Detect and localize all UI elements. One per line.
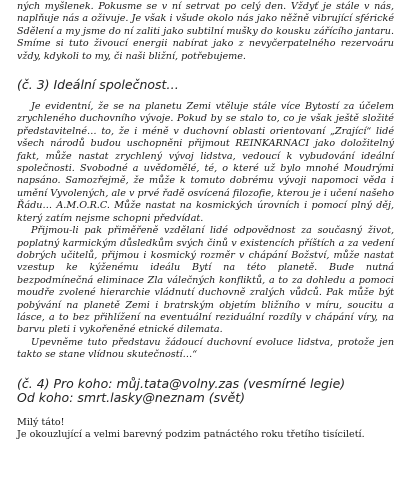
letter-body <box>17 417 394 442</box>
letter-greeting: Milý táto! <box>17 416 65 428</box>
section-3-paragraph-3: Upevněme tuto představu žádoucí duchovní evoluce lidstva, protože jen takto se stane vlídnou skutečností…“ <box>17 336 394 361</box>
section-4-title-from: Od koho: smrt.lasky@neznam (svět) <box>17 389 246 405</box>
section-4-title-to: (č. 4) Pro koho: můj.tata@volny.zas (vesmírné legie) <box>17 375 346 391</box>
letter-first-line: Je okouzlující a velmi barevný podzim patnáctého roku třetího tisíciletí. <box>17 428 365 440</box>
intro-paragraph: ných myšlenek. Pokusme se v ní setrvat po celý den. Vždyť je stále v nás, naplňuje nás a oživuje. Je však i všude okolo nás jako něžně vibrující sférické Sdělení a my jsme do ní zaliti jako subtilní mušky do kousku zářícího jantaru. Smíme si tuto živoucí energii nabírat jako z nevyčerpatelného rezervoáru vždy, kdykoli to my, či naši bližní, potřebujeme. <box>17 1 394 62</box>
section-4-heading-block <box>17 377 394 405</box>
section-3-title: (č. 3) Ideální společnost… <box>17 77 179 93</box>
section-3-heading-block <box>17 77 394 92</box>
section-3-body <box>17 101 394 362</box>
section-3-paragraph-1: Je evidentní, že se na planetu Zemi vtěluje stále více Bytostí za účelem zrychleného duchovního vývoje. Pokud by se stalo to, co je však ještě složité představitelné… to, že i méně v duchovní oblasti orientovaní „Zrající“ lidé všech národů budou uschopněni přijmout REINKARNACI jako doložitelný fakt, může nastat zrychlený vývoj lidstva, vedoucí k vybudování ideální společnosti. Svobodné a uvědomělé, té, o které už bylo mnohé Moudrými napsáno. Samozřejmě, že může k tomuto dobrému vývoji napomoci věda i umění Vyvolených, ale v prvé řadě osvícená filozofie, kterou je i učení našeho Řádu… A.M.O.R.C. Může nastat na kosmických úrovních i pomocí plný děj, který zatím nejsme schopni předvídat. <box>17 101 394 224</box>
section-3-paragraph-2: Přijmou-li pak přiměřeně vzdělaní lidé odpovědnost za současný život, poplatný karmickým důsledkům svých činů v existencích příštích a za vedení dobrých učitelů, přijmou i kosmický rozměr v chápání Božství, může nastat vzestup ke kýženému ideálu Bytí na této planetě. Bude nutná bezpodmínečná eliminace Zla válečných konfliktů, a to za dohledu a pomoci moudře zvolené hierarchie vládnutí duchovně zralých vůdců. Pak může být pobývání na planetě Zemi i bratrským objetím bližního v míru, soucitu a lásce, a to bez přihlížení na eventuální reziduální rozdíly v chápání víry, na barvu pleti i vykořeněné etnické dilemata. <box>17 225 394 336</box>
